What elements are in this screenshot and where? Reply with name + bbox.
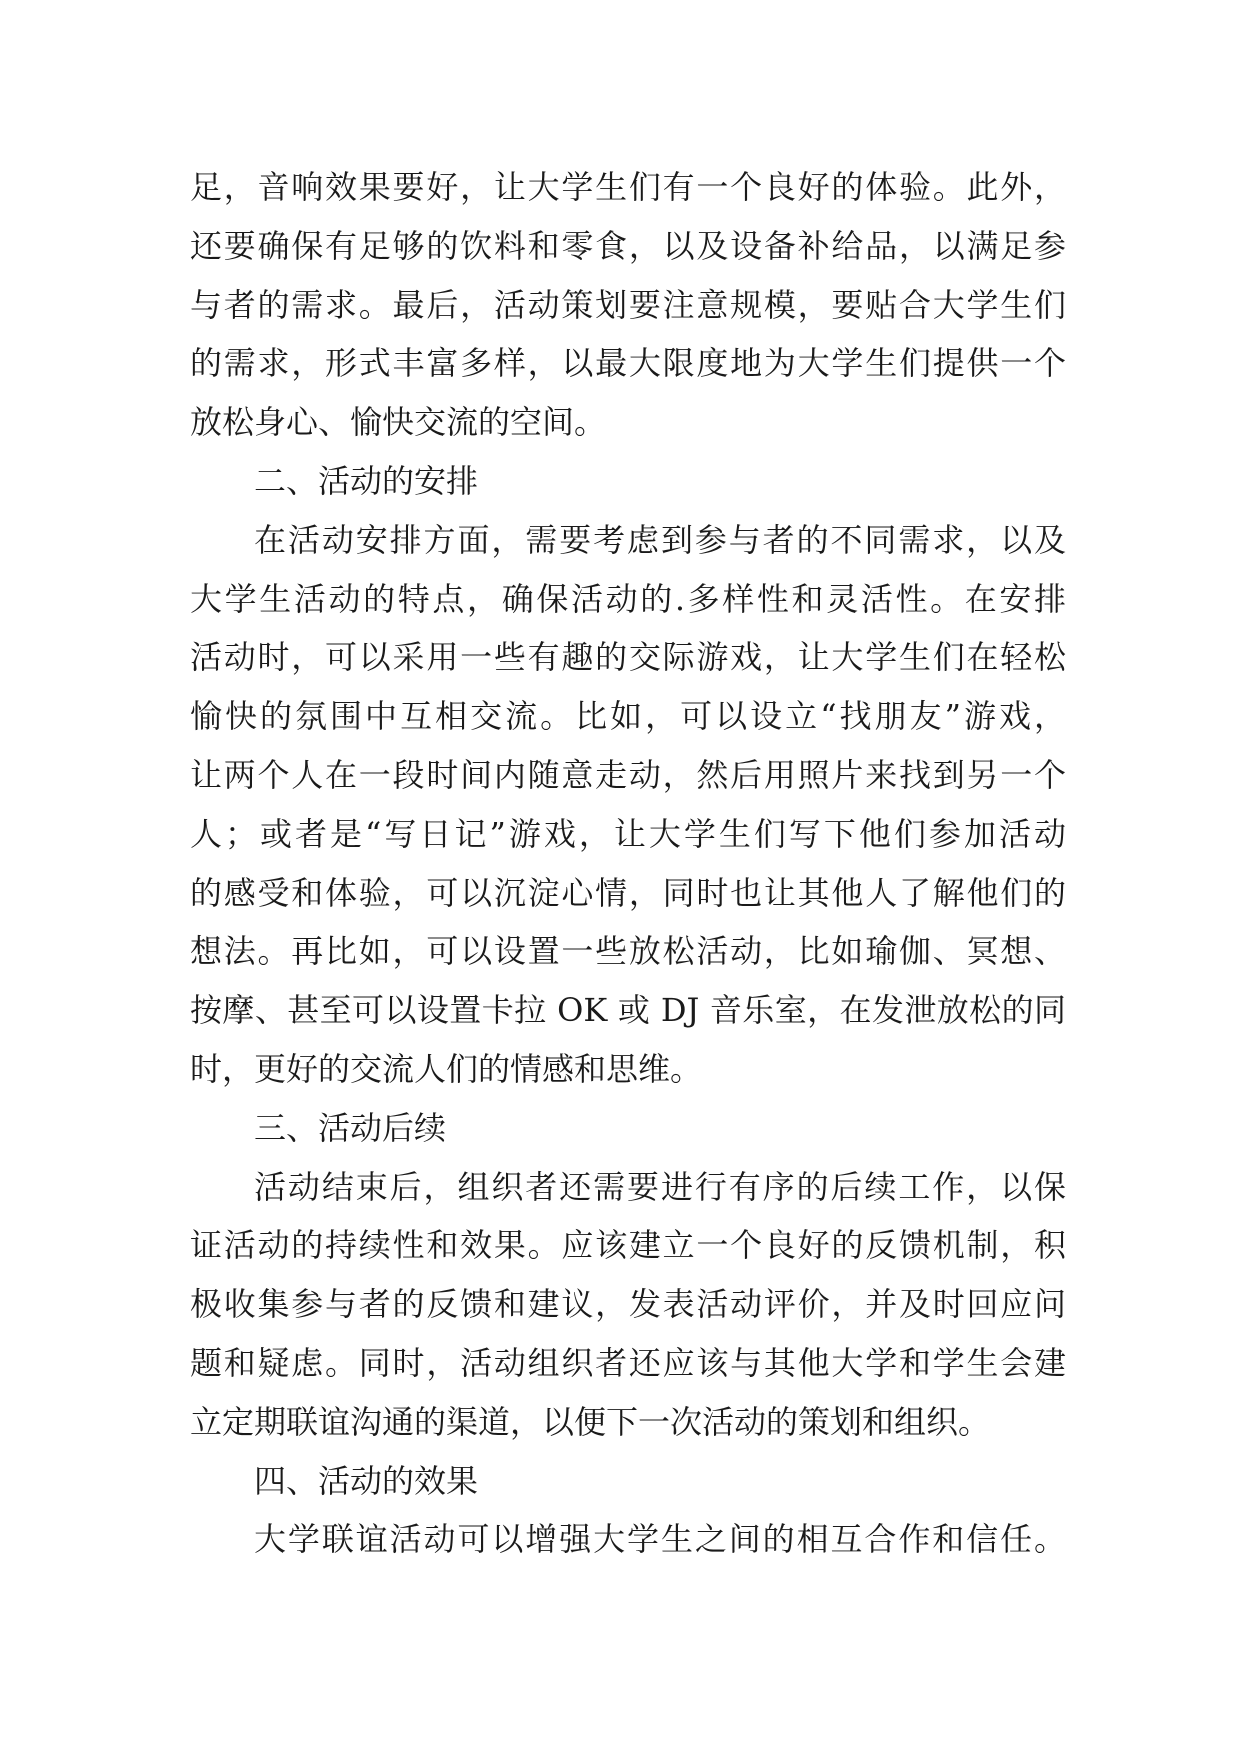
text-line: 时，更好的交流人们的情感和思维。 — [190, 1049, 703, 1088]
text-line: 在活动安排方面，需要考虑到参与者的不同需求，以及 — [254, 520, 1066, 559]
section-heading: 四、活动的效果 — [254, 1461, 479, 1500]
text-line: 题和疑虑。同时，活动组织者还应该与其他大学和学生会建 — [190, 1343, 1066, 1382]
text-line: 让两个人在一段时间内随意走动，然后用照片来找到另一个 — [190, 755, 1066, 794]
text-line: 的需求，形式丰富多样，以最大限度地为大学生们提供一个 — [190, 344, 1066, 383]
text-line: 立定期联谊沟通的渠道，以便下一次活动的策划和组织。 — [190, 1402, 991, 1441]
text-line: 活动结束后，组织者还需要进行有序的后续工作，以保 — [254, 1167, 1066, 1206]
document-body — [190, 158, 1066, 1569]
text-line: 证活动的持续性和效果。应该建立一个良好的反馈机制，积 — [190, 1226, 1066, 1265]
text-line: 还要确保有足够的饮料和零食，以及设备补给品，以满足参 — [190, 226, 1066, 265]
text-line: 活动时，可以采用一些有趣的交际游戏，让大学生们在轻松 — [190, 638, 1066, 677]
text-line: 极收集参与者的反馈和建议，发表活动评价，并及时回应问 — [190, 1285, 1066, 1324]
text-line: 想法。再比如，可以设置一些放松活动，比如瑜伽、冥想、 — [190, 932, 1066, 971]
text-line: 与者的需求。最后，活动策划要注意规模，要贴合大学生们 — [190, 285, 1066, 324]
text-line: 人；或者是“写日记”游戏，让大学生们写下他们参加活动 — [190, 814, 1066, 853]
text-line: 按摩、甚至可以设置卡拉 OK 或 DJ 音乐室，在发泄放松的同 — [190, 991, 1066, 1030]
text-line: 大学生活动的特点，确保活动的.多样性和灵活性。在安排 — [190, 579, 1066, 618]
section-heading: 三、活动后续 — [254, 1108, 447, 1147]
text-line: 愉快的氛围中互相交流。比如，可以设立“找朋友”游戏， — [190, 697, 1066, 736]
text-line: 足，音响效果要好，让大学生们有一个良好的体验。此外， — [190, 168, 1066, 206]
text-line: 放松身心、愉快交流的空间。 — [190, 403, 607, 442]
section-heading: 二、活动的安排 — [254, 461, 479, 500]
text-line: 的感受和体验，可以沉淀心情，同时也让其他人了解他们的 — [190, 873, 1066, 912]
text-line: 大学联谊活动可以增强大学生之间的相互合作和信任。 — [254, 1520, 1066, 1559]
